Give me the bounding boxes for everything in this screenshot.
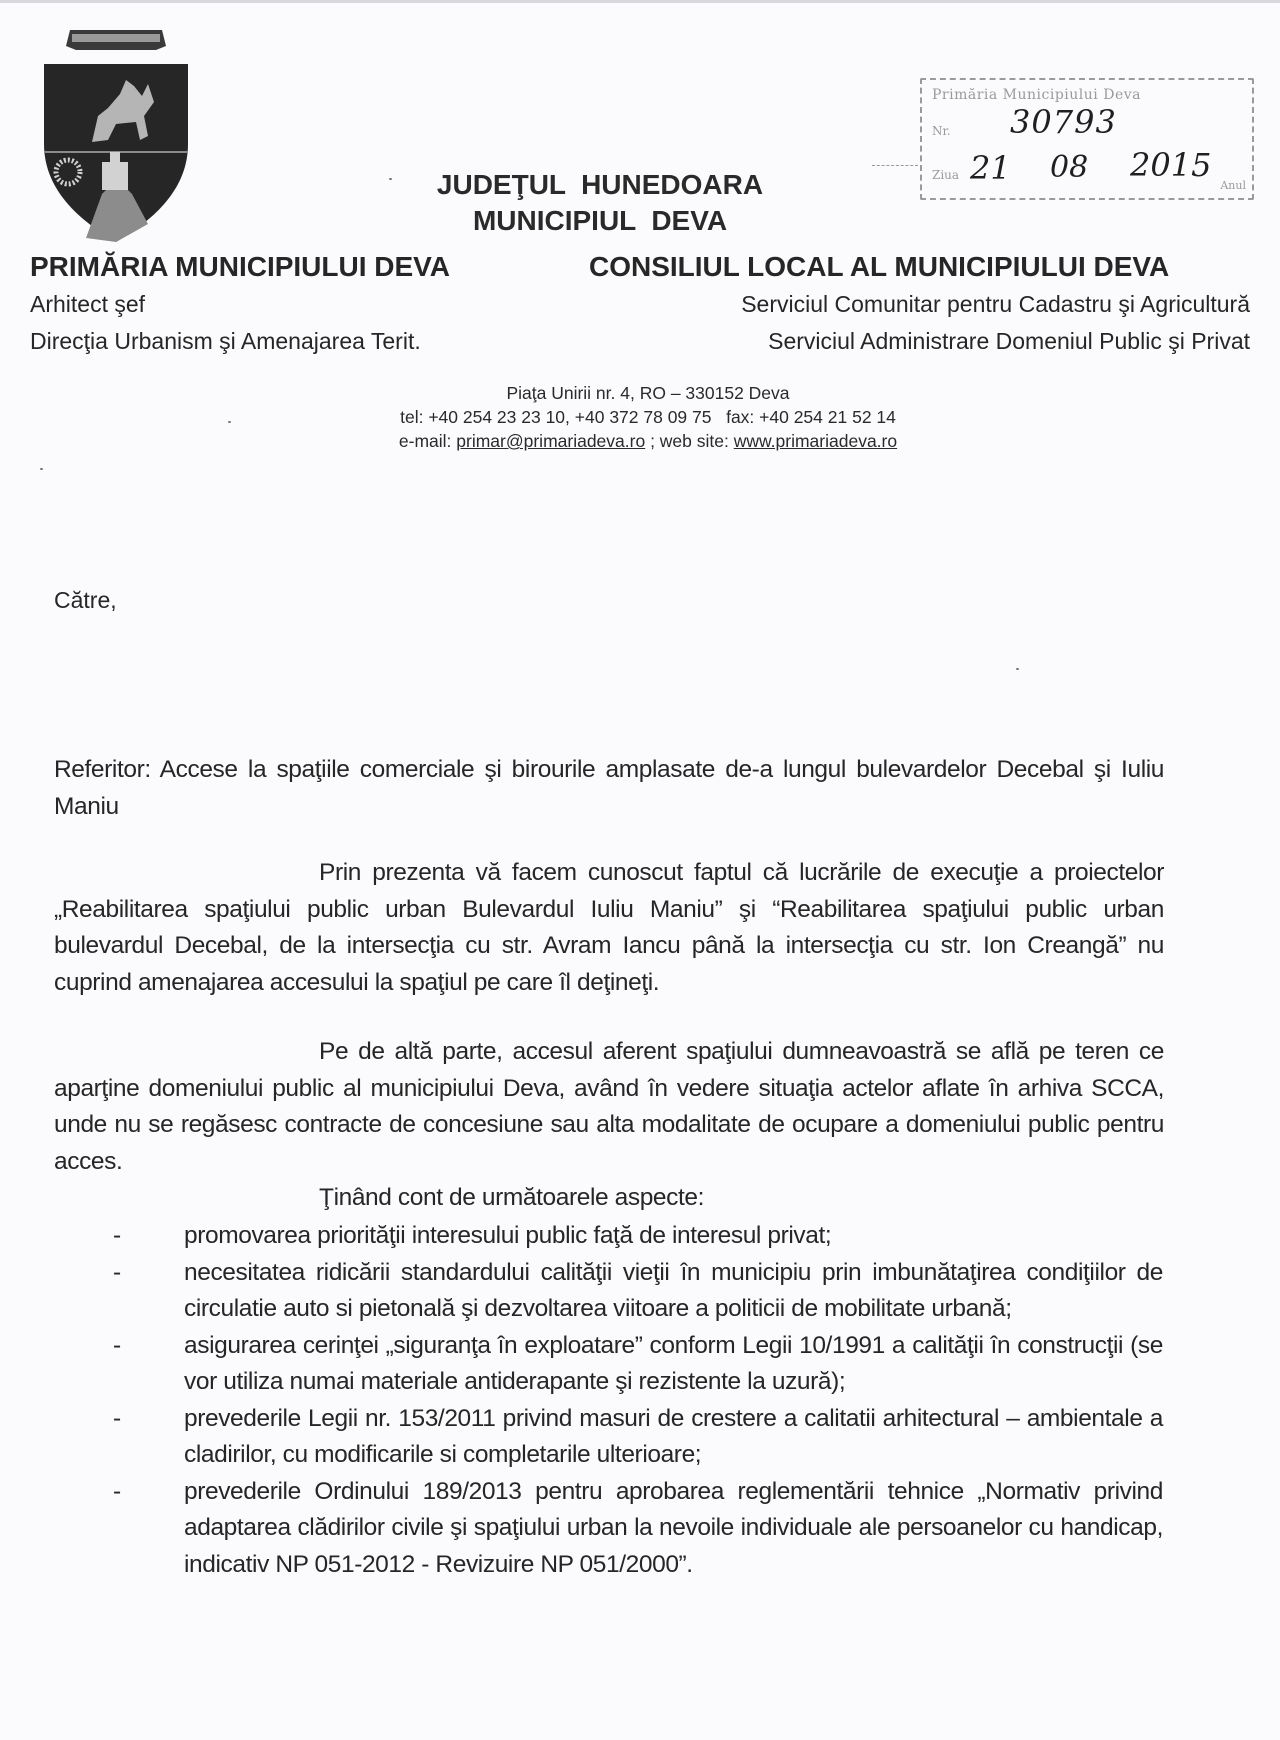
scan-speck (389, 178, 392, 180)
list-item (113, 1255, 1163, 1328)
bullet-dash: - (113, 1331, 121, 1359)
contact-online (8, 430, 1280, 452)
municipality-heading: MUNICIPIUL DEVA (472, 205, 728, 236)
list-item (113, 1401, 1163, 1474)
crown-band (72, 34, 160, 42)
list-item-text: prevederile Ordinului 189/2013 pentru aprobarea reglementării tehnice „Normativ privind adaptarea clădirilor civile şi spaţiului urban la nevoile individuale ale persoanelor cu handicap, indicativ NP 051-2012 - Revizuire NP 051/2000”. (184, 1477, 1163, 1578)
bullet-dash: - (113, 1477, 121, 1505)
bullet-dash: - (113, 1258, 121, 1286)
email-label: e-mail: (398, 431, 457, 451)
council-title: CONSILIUL LOCAL AL MUNICIPIULUI DEVA (589, 251, 1170, 282)
bullet-dash: - (113, 1222, 121, 1249)
county-heading: JUDEŢUL HUNEDOARA (436, 169, 764, 200)
city-hall-title: PRIMĂRIA MUNICIPIULUI DEVA (30, 251, 450, 282)
website-link[interactable]: www.primariadeva.ro (733, 431, 898, 451)
registration-month: 08 (1050, 150, 1089, 185)
stamp-day-label: Ziua (932, 168, 960, 182)
salutation: Către, (54, 587, 117, 613)
city-hall-dept-1: Arhitect şef (30, 291, 146, 317)
council-dept-2: Serviciul Administrare Domeniul Public şi Privat (768, 328, 1250, 354)
list-item-text: necesitatea ridicării standardului calităţii vieţii în municipiu prin imbunătaţirea condiţiilor de circulatie auto si pietonală şi dezvoltarea viitoare a politicii de mobilitate urbană; (184, 1258, 1163, 1322)
stamp-title: Primăria Municipiului Deva (932, 87, 1141, 103)
registration-number: 30793 (1010, 103, 1117, 141)
council-dept-1: Serviciul Comunitar pentru Cadastru şi Agricultură (741, 291, 1250, 317)
registration-year: 2015 (1130, 146, 1212, 184)
scan-speck (1016, 668, 1019, 670)
considerations-list (113, 1218, 1163, 1583)
web-label: ; web site: (645, 431, 734, 451)
registration-day: 21 (970, 149, 1011, 187)
contact-address: Piaţa Unirii nr. 4, RO – 330152 Deva (506, 383, 790, 403)
stamp-dash (872, 165, 918, 166)
scan-speck (228, 421, 231, 423)
paragraph-3: Ţinând cont de următoarele aspecte: (319, 1184, 705, 1211)
list-item (113, 1328, 1163, 1401)
list-item-text: prevederile Legii nr. 153/2011 privind masuri de crestere a calitatii arhitectural – ambientale a cladirilor, cu modificarile si completarile ulterioare; (184, 1404, 1163, 1468)
list-item-text: promovarea priorităţii interesului public faţă de interesul privat; (184, 1222, 832, 1249)
paragraph-2: Pe de altă parte, accesul aferent spaţiului dumneavoastră se află pe teren ce aparţine domeniului public al municipiului Deva, având în vedere situaţia actelor aflate în arhiva SCCA, unde nu se regăsesc contracte de concesiune sau alta modalitate de ocupare a domeniului public pentru acces. (54, 1038, 1164, 1175)
stamp-year-label: Anul (1220, 179, 1246, 192)
stamp-nr-label: Nr. (932, 124, 951, 138)
list-item-text: asigurarea cerinţei „siguranţa în exploatare” conform Legii 10/1991 a calităţii în construcţii (se vor utiliza numai materiale antiderapante şi rezistente la uzură); (184, 1331, 1163, 1395)
contact-phones: tel: +40 254 23 23 10, +40 372 78 09 75 fax: +40 254 21 52 14 (400, 407, 896, 427)
paragraph-1: Prin prezenta vă facem cunoscut faptul că lucrările de execuţie a proiectelor „Reabilitarea spaţiului public urban Bulevardul Iuliu Maniu” şi “Reabilitarea spaţiului public urban bulevardul Decebal, de la intersecţia cu str. Avram Iancu până la intersecţia cu str. Ion Creangă” nu cuprind amenajarea accesului la spaţiul pe care îl deţineţi. (54, 859, 1164, 996)
subject-line: Referitor: Accese la spaţiile comerciale şi birourile amplasate de-a lungul bulevardelor Decebal şi Iuliu Maniu (54, 756, 1164, 820)
list-item (113, 1218, 1163, 1255)
bullet-dash: - (113, 1404, 121, 1432)
scan-edge (0, 0, 1280, 3)
scan-speck (40, 468, 43, 470)
email-link[interactable]: primar@primariadeva.ro (456, 431, 646, 451)
list-item (113, 1474, 1163, 1584)
fortress-keep (110, 152, 120, 164)
city-hall-dept-2: Direcţia Urbanism şi Amenajarea Terit. (30, 328, 421, 354)
